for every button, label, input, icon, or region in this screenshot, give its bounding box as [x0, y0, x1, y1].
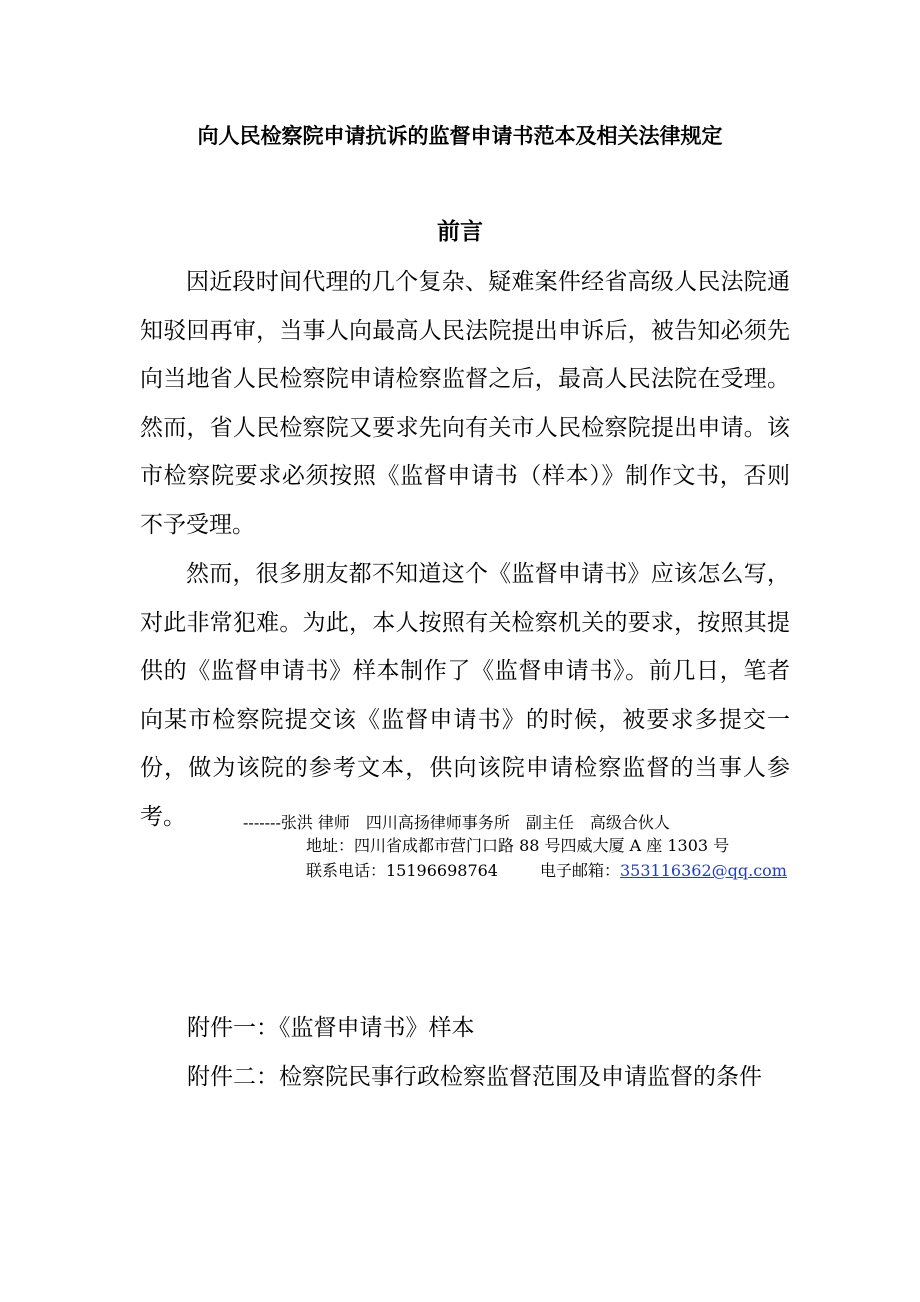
- document-title: 向人民检察院申请抗诉的监督申请书范本及相关法律规定: [197, 123, 723, 148]
- signature-email-label: 电子邮箱：: [539, 861, 620, 880]
- preface-heading: 前言: [437, 218, 483, 245]
- signature-author-line: -------张洪 律师 四川高扬律师事务所 副主任 高级合伙人: [243, 813, 670, 832]
- email-link[interactable]: 353116362@qq.com: [620, 861, 787, 880]
- signature-address: 地址：四川省成都市营门口路 88 号四威大厦 A 座 1303 号: [306, 836, 730, 855]
- signature-contact: [306, 860, 787, 882]
- signature-phone: 联系电话：15196698764: [306, 861, 498, 880]
- preface-paragraph-2: 然而，很多朋友都不知道这个《监督申请书》应该怎么写，对此非常犯难。为此，本人按照有关检察机关的要求，按照其提供的《监督申请书》样本制作了《监督申请书》。前几日，笔者向某市检察院提交该《监督申请书》的时候，被要求多提交一份，做为该院的参考文本，供向该院申请检察监督的当事人参考。: [140, 561, 790, 830]
- attachment-item-2: 附件二：检察院民事行政检察监督范围及申请监督的条件: [187, 1064, 762, 1090]
- attachment-item-1: 附件一：《监督申请书》样本: [187, 1015, 475, 1041]
- preface-paragraph-1: 因近段时间代理的几个复杂、疑难案件经省高级人民法院通知驳回再审，当事人向最高人民法院提出申诉后，被告知必须先向当地省人民检察院申请检察监督之后，最高人民法院在受理。然而，省人民检察院又要求先向有关市人民检察院提出申请。该市检察院要求必须按照《监督申请书（样本）》制作文书，否则不予受理。: [140, 269, 790, 538]
